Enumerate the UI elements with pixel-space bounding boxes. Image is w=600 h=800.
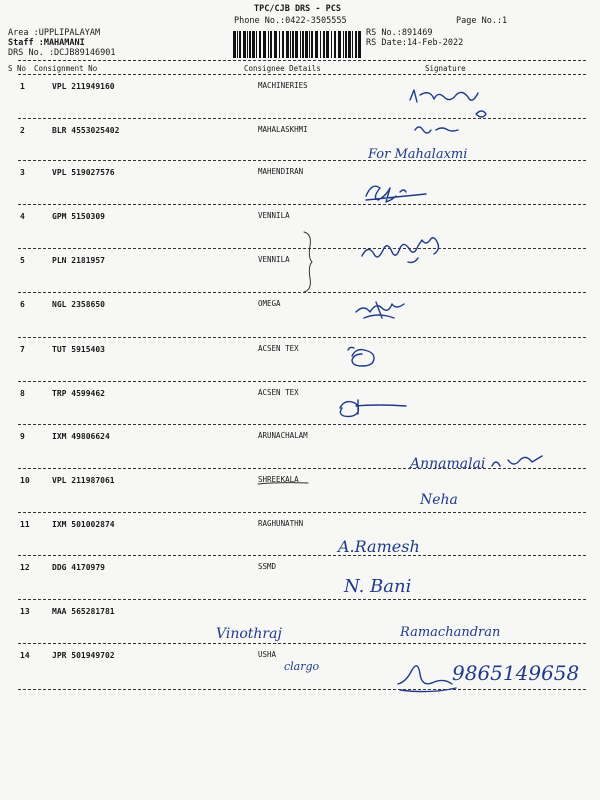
area-label: Area :UPPLIPALAYAM	[8, 28, 101, 38]
column-header-sno: S No	[8, 64, 27, 73]
signature-14	[398, 666, 456, 692]
row-consignment-number: TRP 4599462	[52, 389, 105, 398]
row-consignment-number: JPR 501949702	[52, 651, 115, 660]
row-consignee-name: ARUNACHALAM	[258, 431, 308, 440]
row-serial-number: 10	[20, 476, 30, 485]
row-serial-number: 11	[20, 520, 30, 529]
handwritten-name-row9: Annamalai	[410, 456, 486, 472]
row-consignment-number: TUT 5915403	[52, 345, 105, 354]
row-consignee-name: VENNILA	[258, 255, 290, 264]
row-consignee-name: ACSEN TEX	[258, 344, 299, 353]
signature-2	[415, 127, 458, 133]
handwritten-note-row2: For Mahalaxmi	[368, 147, 468, 162]
row-serial-number: 1	[20, 82, 25, 91]
row-serial-number: 9	[20, 432, 25, 441]
row-serial-number: 6	[20, 300, 25, 309]
row-serial-number: 4	[20, 212, 25, 221]
row-consignment-number: VPL 519027576	[52, 168, 115, 177]
row-consignment-number: NGL 2358650	[52, 300, 105, 309]
signature-7	[348, 347, 374, 366]
row-consignment-number: MAA 565281781	[52, 607, 115, 616]
handwritten-name-row13a: Vinothraj	[216, 626, 282, 642]
handwritten-note-row14a: clargo	[284, 660, 320, 673]
row-serial-number: 3	[20, 168, 25, 177]
signature-3	[366, 186, 426, 202]
document-title: TPC/CJB DRS - PCS	[254, 4, 341, 14]
row-consignee-name: ACSEN TEX	[258, 388, 299, 397]
page-number: Page No.:1	[456, 16, 508, 26]
signature-8	[340, 400, 406, 417]
row-consignee-name: RAGHUNATHN	[258, 519, 304, 528]
signature-9-tail	[492, 456, 542, 466]
row-serial-number: 5	[20, 256, 25, 265]
row-serial-number: 12	[20, 563, 30, 572]
row-consignment-number: DDG 4170979	[52, 563, 105, 572]
row-consignment-number: VPL 211949160	[52, 82, 115, 91]
row-consignee-name: MACHINERIES	[258, 81, 308, 90]
handwritten-name-row10: Neha	[420, 492, 458, 508]
signature-6	[356, 302, 404, 318]
row-consignee-name: USHA	[258, 650, 277, 659]
row-serial-number: 8	[20, 389, 25, 398]
brace-rows-4-5	[304, 232, 312, 292]
handwritten-name-row11: A.Ramesh	[338, 537, 420, 556]
staff-label: Staff :MAHAMANI	[8, 38, 85, 48]
row-consignment-number: BLR 4553025402	[52, 126, 120, 135]
row-consignee-name: MAHENDIRAN	[258, 167, 304, 176]
row-consignment-number: VPL 211987061	[52, 476, 115, 485]
row-consignee-name: VENNILA	[258, 211, 290, 220]
row-consignment-number: PLN 2181957	[52, 256, 105, 265]
signature-1	[410, 90, 486, 117]
handwritten-number-row14b: 9865149658	[452, 661, 580, 685]
handwritten-name-row13b: Ramachandran	[400, 625, 501, 640]
signature-4-5	[362, 238, 439, 263]
row-serial-number: 7	[20, 345, 25, 354]
rs-date: RS Date:14-Feb-2022	[366, 38, 464, 48]
phone-number: Phone No.:0422-3505555	[234, 16, 347, 26]
row-serial-number: 14	[20, 651, 30, 660]
row-serial-number: 2	[20, 126, 25, 135]
row-consignment-number: IXM 49806624	[52, 432, 110, 441]
row-serial-number: 13	[20, 607, 30, 616]
column-header-consignment: Consignment No	[34, 64, 98, 73]
row-consignee-name: OMEGA	[258, 299, 281, 308]
row-consignee-name: SHREEKALA	[258, 475, 299, 484]
column-header-signature: Signature	[425, 64, 466, 73]
column-header-consignee: Consignee Details	[244, 64, 321, 73]
row-consignee-name: MAHALASKHMI	[258, 125, 308, 134]
row-consignment-number: IXM 501002874	[52, 520, 115, 529]
handwritten-name-row12: N. Bani	[344, 576, 412, 597]
drs-number: DRS No. :DCJB89146901	[8, 48, 116, 58]
underline-shreekala	[258, 483, 308, 484]
row-consignee-name: SSMD	[258, 562, 277, 571]
row-consignment-number: GPM 5150309	[52, 212, 105, 221]
rs-number: RS No.:891469	[366, 28, 433, 38]
